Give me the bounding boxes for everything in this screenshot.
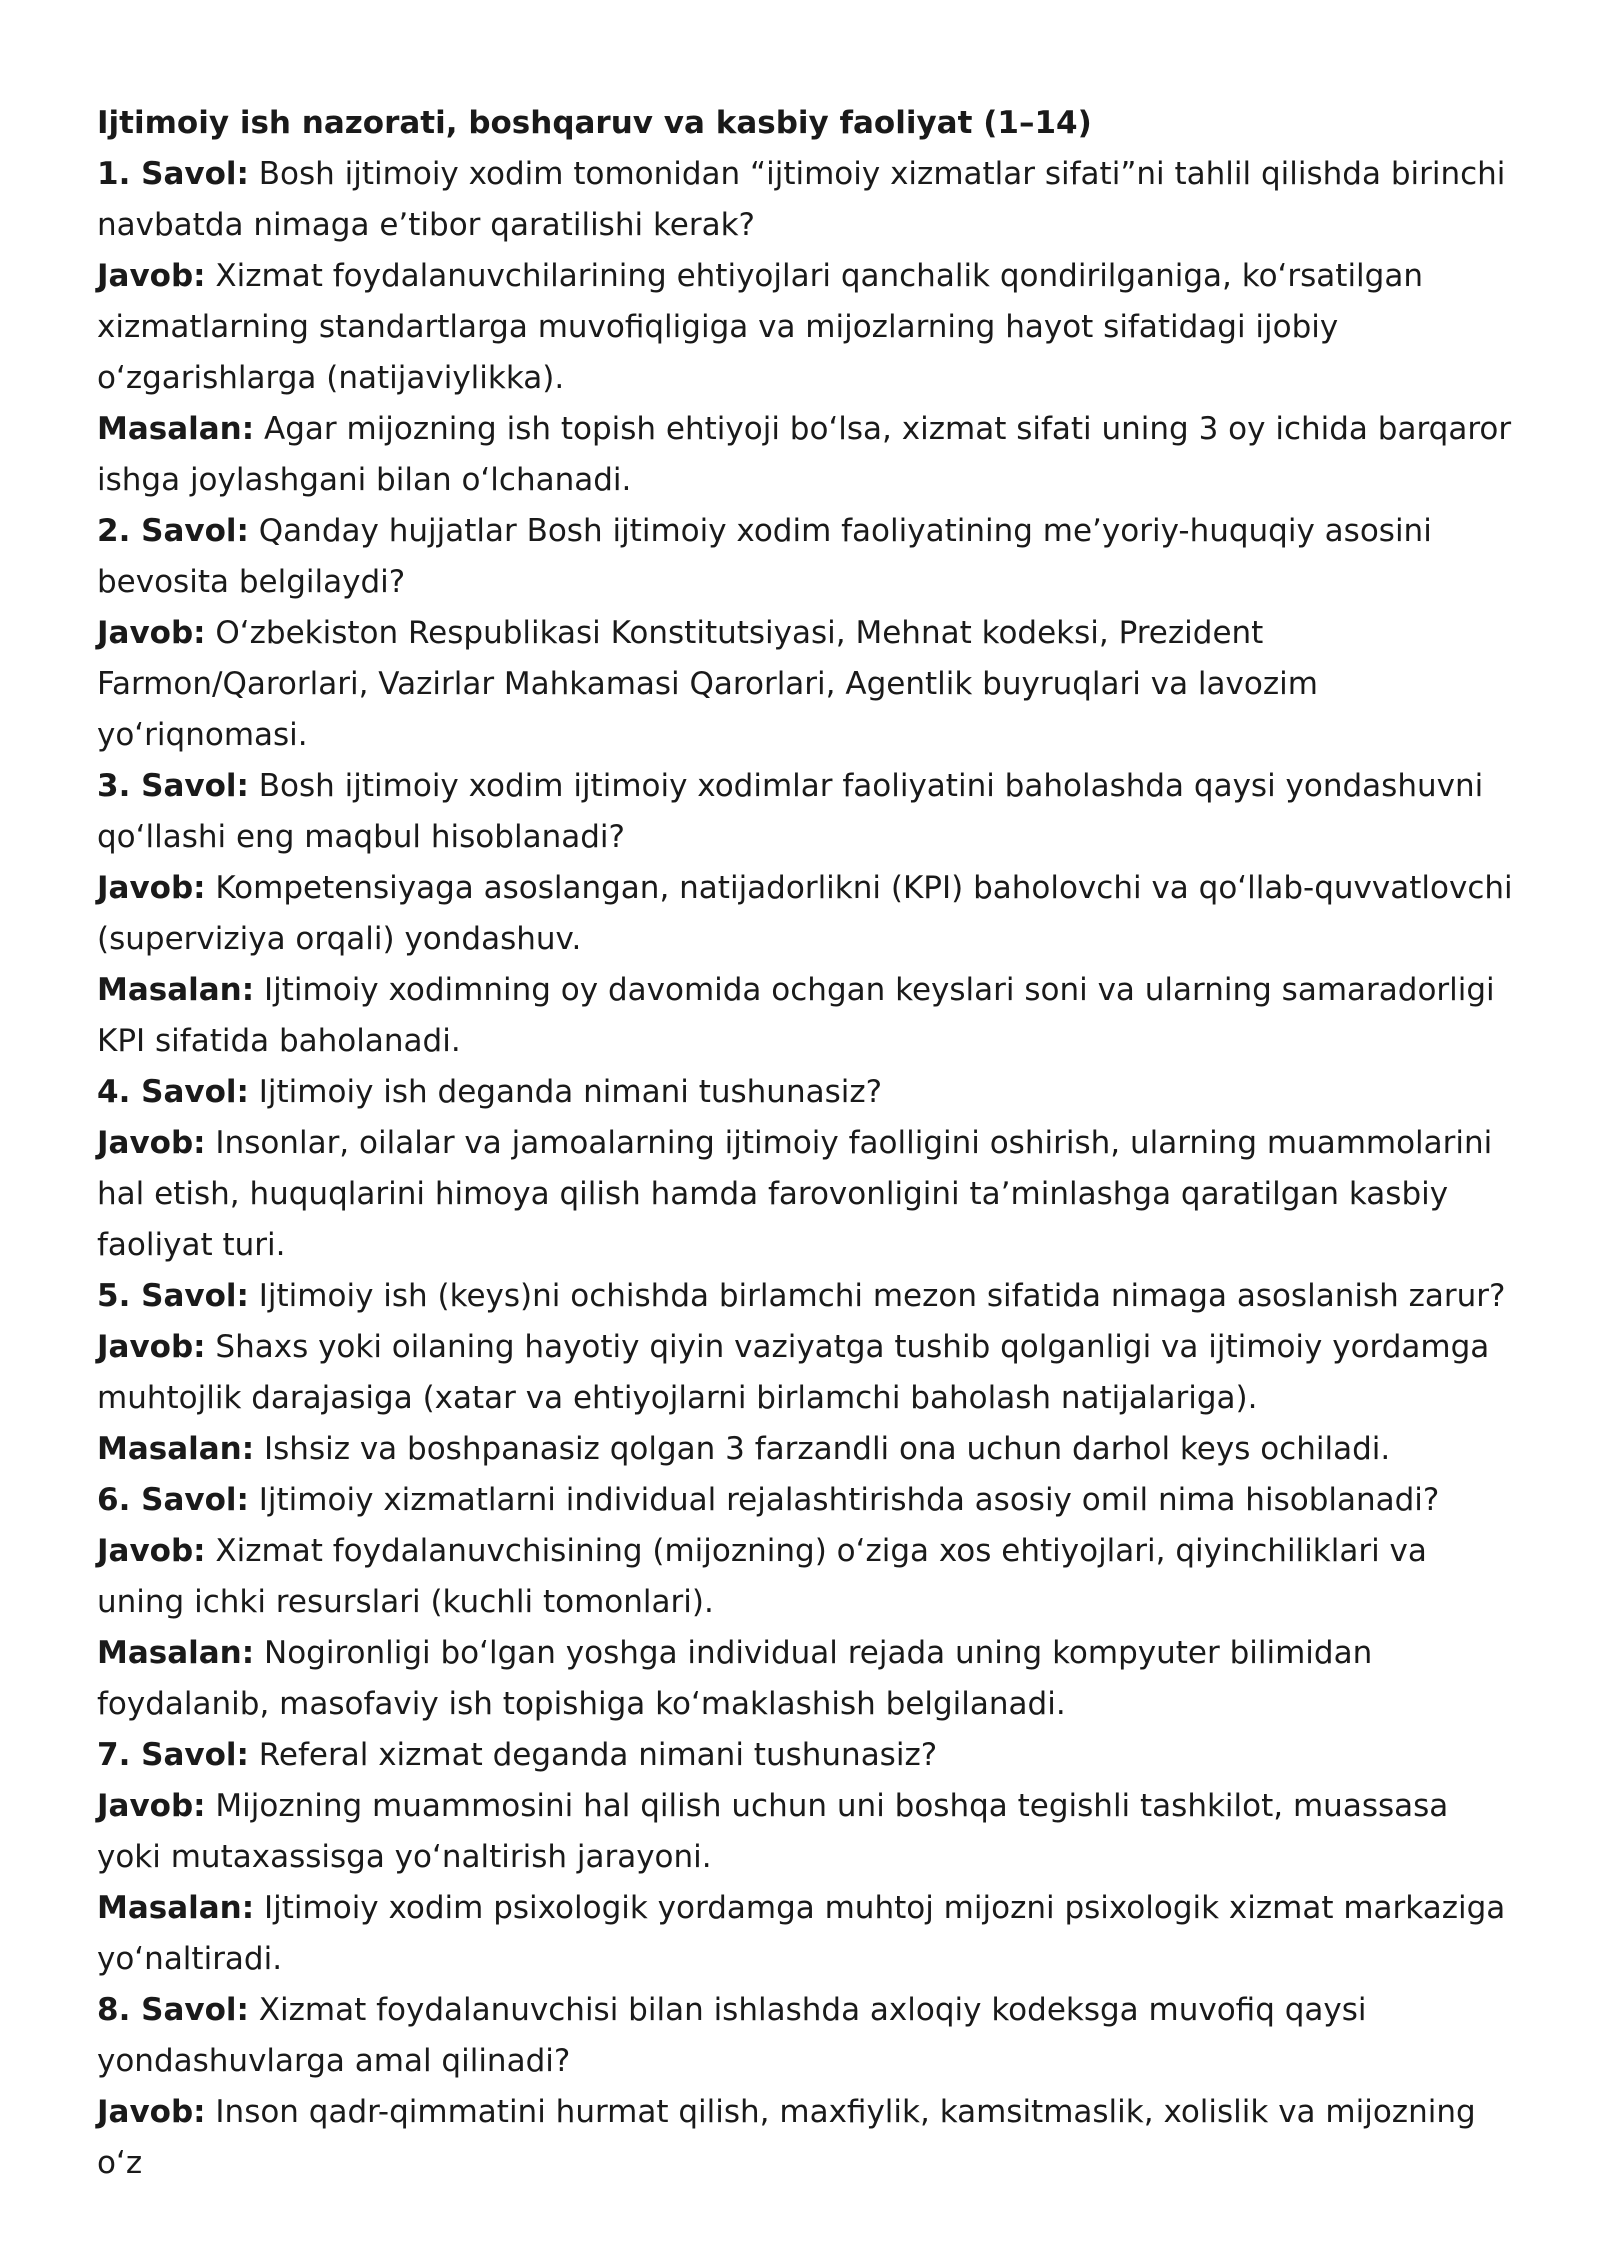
answer-7 (97, 1781, 1517, 1883)
document-title: Ijtimoiy ish nazorati, boshqaruv va kasbiy faoliyat (1–14) (97, 105, 1092, 141)
example-6 (97, 1628, 1517, 1730)
item-text: Mijozning muammosini hal qilish uchun uni boshqa tegishli tashkilot, muassasa yoki mutaxassisga yo‘naltirish jarayoni. (97, 1788, 1449, 1875)
item-label: 7. Savol: (97, 1737, 249, 1773)
item-label: 1. Savol: (97, 156, 249, 192)
item-label: Masalan: (97, 972, 255, 1008)
item-label: Javob: (97, 1533, 206, 1569)
example-7 (97, 1883, 1517, 1985)
item-text: Nogironligi bo‘lgan yoshga individual rejada uning kompyuter bilimidan foydalanib, masofaviy ish topishiga ko‘maklashish belgilanadi. (97, 1635, 1373, 1722)
item-text: Ijtimoiy xodim psixologik yordamga muhtoj mijozni psixologik xizmat markaziga yo‘naltiradi. (97, 1890, 1506, 1977)
item-text: Ijtimoiy ish (keys)ni ochishda birlamchi mezon sifatida nimaga asoslanish zarur? (248, 1278, 1506, 1314)
answer-3 (97, 863, 1517, 965)
item-label: Javob: (97, 870, 206, 906)
item-text: O‘zbekiston Respublikasi Konstitutsiyasi, Mehnat kodeksi, Prezident Farmon/Qarorlari, Vazirlar Mahkamasi Qarorlari, Agentlik buyruqlari va lavozim yo‘riqnomasi. (97, 615, 1318, 753)
item-label: Javob: (97, 615, 206, 651)
item-text: Ishsiz va boshpanasiz qolgan 3 farzandli ona uchun darhol keys ochiladi. (254, 1431, 1391, 1467)
example-5 (97, 1424, 1517, 1475)
item-text: Bosh ijtimoiy xodim tomonidan “ijtimoiy xizmatlar sifati”ni tahlil qilishda birinchi navbatda nimaga e’tibor qaratilishi kerak? (97, 156, 1506, 243)
item-text: Referal xizmat deganda nimani tushunasiz? (248, 1737, 938, 1773)
item-label: 4. Savol: (97, 1074, 249, 1110)
answer-4 (97, 1118, 1517, 1271)
item-text: Inson qadr-qimmatini hurmat qilish, maxfiylik, kamsitmaslik, xolislik va mijozning o‘z (97, 2094, 1476, 2181)
answer-2 (97, 608, 1517, 761)
item-label: Masalan: (97, 1431, 255, 1467)
item-text: Ijtimoiy xizmatlarni individual rejalashtirishda asosiy omil nima hisoblanadi? (248, 1482, 1440, 1518)
item-label: 6. Savol: (97, 1482, 249, 1518)
document-page (97, 98, 1517, 2189)
question-3 (97, 761, 1517, 863)
item-label: Javob: (97, 1329, 206, 1365)
example-3 (97, 965, 1517, 1067)
item-label: Javob: (97, 258, 206, 294)
item-label: 8. Savol: (97, 1992, 249, 2028)
item-label: Masalan: (97, 1890, 255, 1926)
item-label: Masalan: (97, 411, 255, 447)
item-label: Masalan: (97, 1635, 255, 1671)
item-label: Javob: (97, 2094, 206, 2130)
question-4 (97, 1067, 1517, 1118)
question-8 (97, 1985, 1517, 2087)
answer-5 (97, 1322, 1517, 1424)
item-text: Bosh ijtimoiy xodim ijtimoiy xodimlar faoliyatini baholashda qaysi yondashuvni qo‘llashi eng maqbul hisoblanadi? (97, 768, 1484, 855)
item-text: Xizmat foydalanuvchisi bilan ishlashda axloqiy kodeksga muvofiq qaysi yondashuvlarga amal qilinadi? (97, 1992, 1367, 2079)
question-5 (97, 1271, 1517, 1322)
answer-1 (97, 251, 1517, 404)
item-label: 2. Savol: (97, 513, 249, 549)
example-1 (97, 404, 1517, 506)
answer-8 (97, 2087, 1517, 2189)
question-1 (97, 149, 1517, 251)
question-7 (97, 1730, 1517, 1781)
question-2 (97, 506, 1517, 608)
item-label: 5. Savol: (97, 1278, 249, 1314)
item-text: Xizmat foydalanuvchisining (mijozning) o‘ziga xos ehtiyojlari, qiyinchiliklari va uning ichki resurslari (kuchli tomonlari). (97, 1533, 1427, 1620)
answer-6 (97, 1526, 1517, 1628)
item-text: Insonlar, oilalar va jamoalarning ijtimoiy faolligini oshirish, ularning muammolarini hal etish, huquqlarini himoya qilish hamda farovonligini ta’minlashga qaratilgan kasbiy faoliyat turi. (97, 1125, 1493, 1263)
item-label: Javob: (97, 1788, 206, 1824)
item-text: Kompetensiyaga asoslangan, natijadorlikni (KPI) baholovchi va qo‘llab-quvvatlovchi (superviziya orqali) yondashuv. (97, 870, 1513, 957)
item-text: Xizmat foydalanuvchilarining ehtiyojlari qanchalik qondirilganiga, ko‘rsatilgan xizmatlarning standartlarga muvofiqligiga va mijozlarning hayot sifatidagi ijobiy o‘zgarishlarga (natijaviylikka). (97, 258, 1423, 396)
item-text: Agar mijozning ish topish ehtiyoji bo‘lsa, xizmat sifati uning 3 oy ichida barqaror ishga joylashgani bilan o‘lchanadi. (97, 411, 1512, 498)
item-text: Ijtimoiy ish deganda nimani tushunasiz? (248, 1074, 883, 1110)
question-6 (97, 1475, 1517, 1526)
item-text: Shaxs yoki oilaning hayotiy qiyin vaziyatga tushib qolganligi va ijtimoiy yordamga muhtojlik darajasiga (xatar va ehtiyojlarni birlamchi baholash natijalariga). (97, 1329, 1490, 1416)
item-text: Qanday hujjatlar Bosh ijtimoiy xodim faoliyatining me’yoriy-huquqiy asosini bevosita belgilaydi? (97, 513, 1432, 600)
item-label: Javob: (97, 1125, 206, 1161)
item-label: 3. Savol: (97, 768, 249, 804)
item-text: Ijtimoiy xodimning oy davomida ochgan keyslari soni va ularning samaradorligi KPI sifatida baholanadi. (97, 972, 1495, 1059)
